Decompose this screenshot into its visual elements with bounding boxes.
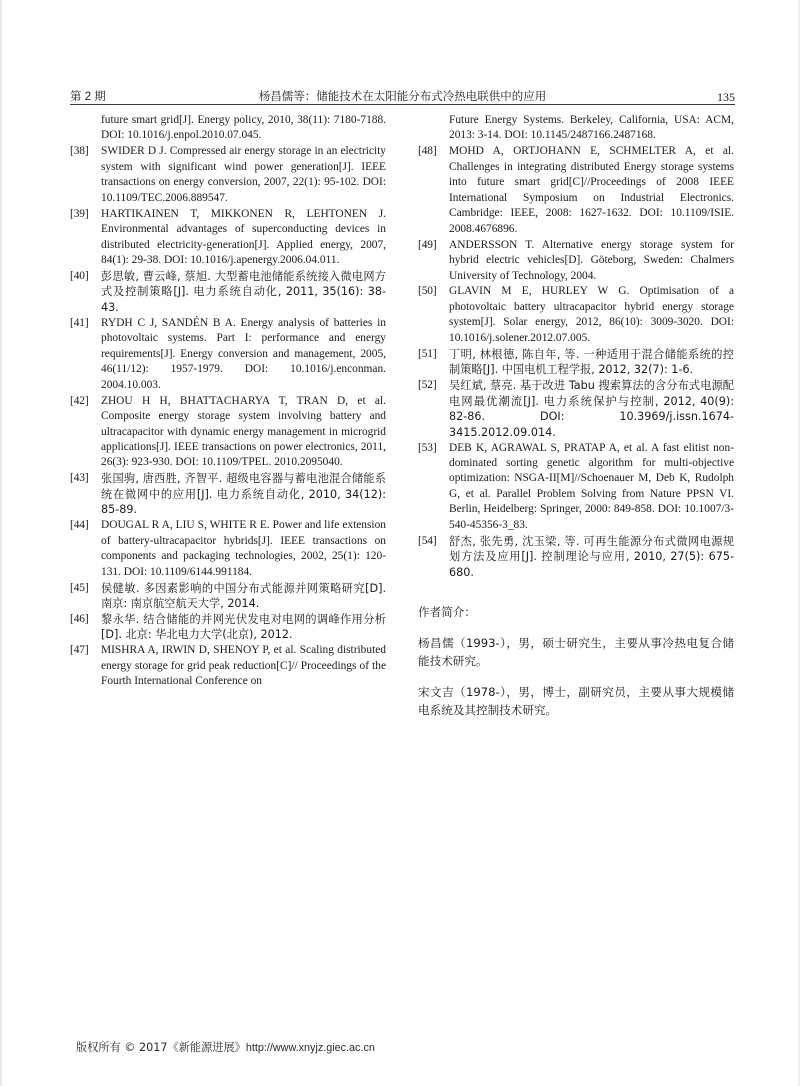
footer-copyright-text: 版权所有 © 2017《新能源进展》 — [76, 1041, 246, 1054]
reference-entry-continued — [418, 113, 734, 144]
reference-entry-52 — [418, 378, 734, 440]
header-divider — [70, 104, 735, 105]
reference-entry-43 — [70, 471, 386, 517]
reference-text: 黎永华. 结合储能的并网光伏发电对电网的调峰作用分析[D]. 北京: 华北电力大学(北京), 2012. — [101, 613, 386, 642]
reference-entry-44 — [70, 518, 386, 580]
right-column — [418, 113, 734, 719]
running-head-title: 杨昌儒等：储能技术在太阳能分布式冷热电联供中的应用 — [258, 91, 547, 103]
reference-entry-49 — [418, 238, 734, 284]
reference-columns — [70, 113, 735, 719]
reference-text: Future Energy Systems. Berkeley, California, USA: ACM, 2013: 3-14. DOI: 10.1145/2487166.2487168. — [449, 114, 734, 142]
reference-text: RYDH C J, SANDÉN B A. Energy analysis of batteries in photovoltaic systems. Part I: performance and energy requirements[J]. Energy conversion and management, 2005, 46(11/12): 1957-1979. DOI: 10.1016/j.enconman. 2004.10.003. — [101, 316, 386, 391]
footer-copyright — [76, 1040, 375, 1056]
reference-number: [47] — [70, 644, 89, 657]
reference-text: HARTIKAINEN T, MIKKONEN R, LEHTONEN J. Environmental advantages of superconducting devices in distributed electricity-generation[J]. Applied energy, 2007, 84(1): 29-38. DOI: 10.1016/j.apenergy.2006.04.011. — [101, 207, 386, 267]
reference-number: [51] — [418, 347, 437, 360]
reference-entry-41 — [70, 316, 386, 393]
reference-text: 张国驹, 唐西胜, 齐智平. 超级电容器与蓄电池混合储能系统在微网中的应用[J]. 电力系统自动化, 2010, 34(12): 85-89. — [101, 472, 386, 517]
reference-entry-51 — [418, 347, 734, 378]
author-bio-heading: 作者简介： — [418, 605, 476, 620]
running-head — [70, 83, 735, 104]
author-bio-1: 杨昌儒（1993-），男，硕士研究生，主要从事冷热电复合储能技术研究。 — [418, 636, 734, 668]
reference-entry-50 — [418, 284, 734, 346]
reference-number: [44] — [70, 519, 89, 532]
reference-text: ZHOU H H, BHATTACHARYA T, TRAN D, et al. Composite energy storage system involving battery and ultracapacitor with dynamic energy management in microgrid applications[J]. IEEE transactions on power electronics, 2011, 26(3): 923-930. DOI: 10.1109/TPEL. 2010.2095040. — [101, 394, 386, 469]
reference-text: GLAVIN M E, HURLEY W G. Optimisation of a photovoltaic battery ultracapacitor hybrid energy storage system[J]. Solar energy, 2012, 86(10): 3009-3020. DOI: 10.1016/j.solener.2012.07.005. — [449, 285, 734, 344]
reference-text: 侯健敏. 多因素影响的中国分布式能源并网策略研究[D]. 南京: 南京航空航天大学, 2014. — [101, 581, 386, 611]
reference-number: [41] — [70, 316, 89, 329]
reference-number: [43] — [70, 472, 89, 485]
reference-entry-47 — [70, 643, 386, 689]
reference-text: 吴红斌, 蔡亮. 基于改进 Tabu 搜索算法的含分布式电源配电网最优潮流[J]. 电力系统保护与控制, 2012, 40(9): 82-86. DOI: 10.3969/j.issn.1674-3415.2012.09.014. — [449, 379, 734, 439]
reference-entry-42 — [70, 394, 386, 471]
reference-text: 丁明, 林根德, 陈自年, 等. 一种适用于混合储能系统的控制策略[J]. 中国电机工程学报, 2012, 32(7): 1-6. — [449, 347, 734, 377]
reference-entry-continued — [70, 113, 386, 144]
reference-number: [40] — [70, 270, 89, 283]
reference-number: [53] — [418, 441, 437, 454]
reference-text: MOHD A, ORTJOHANN E, SCHMELTER A, et al. Challenges in integrating distributed Energy storage systems into future smart grid[C]//Proceedings of 2008 IEEE International Symposium on Industrial Electronics. Cambridge: IEEE, 2008: 1627-1632. DOI: 10.1109/ISIE. 2008.4676896. — [449, 145, 734, 235]
left-column — [70, 113, 386, 719]
reference-entry-45 — [70, 581, 386, 612]
reference-text: future smart grid[J]. Energy policy, 2010, 38(11): 7180-7188. DOI: 10.1016/j.enpol.2010.07.045. — [101, 114, 386, 142]
reference-number: [38] — [70, 145, 89, 158]
reference-number: [50] — [418, 285, 437, 298]
reference-text: 彭思敏, 曹云峰, 蔡旭. 大型蓄电池储能系统接入微电网方式及控制策略[J]. 电力系统自动化, 2011, 35(16): 38-43. — [101, 270, 386, 314]
reference-number: [48] — [418, 145, 437, 158]
reference-entry-54 — [418, 534, 734, 580]
reference-entry-46 — [70, 612, 386, 643]
reference-text: DOUGAL R A, LIU S, WHITE R E. Power and life extension of battery-ultracapacitor hybrids[J]. IEEE transactions on components and packaging technologies, 2002, 25(1): 120-131. DOI: 10.1109/6144.991184. — [101, 519, 386, 578]
reference-number: [52] — [418, 379, 437, 392]
reference-text: ANDERSSON T. Alternative energy storage system for hybrid electric vehicles[D]. Göteborg, Sweden: Chalmers University of Technology, 2004. — [449, 238, 734, 282]
reference-entry-53 — [418, 441, 734, 534]
running-head-issue: 第 2 期 — [70, 91, 106, 103]
reference-text: MISHRA A, IRWIN D, SHENOY P, et al. Scaling distributed energy storage for grid peak reduction[C]// Proceedings of the Fourth International Conference on — [101, 644, 386, 688]
reference-text: 舒杰, 张先勇, 沈玉梁, 等. 可再生能源分布式微网电源规划方法及应用[J]. 控制理论与应用, 2010, 27(5): 675-680. — [449, 534, 734, 579]
reference-number: [54] — [418, 534, 437, 547]
reference-entry-40 — [70, 269, 386, 315]
reference-entry-39 — [70, 207, 386, 269]
author-bio-2: 宋文吉（1978-），男，博士，副研究员，主要从事大规模储电系统及其控制技术研究。 — [418, 685, 734, 717]
reference-number: [46] — [70, 613, 89, 625]
page-number: 135 — [717, 90, 735, 104]
footer-url: http://www.xnyjz.giec.ac.cn — [245, 1042, 375, 1054]
reference-entry-38 — [70, 144, 386, 206]
reference-entry-48 — [418, 144, 734, 237]
reference-text: SWIDER D J. Compressed air energy storage in an electricity system with significant wind power generation[J]. IEEE transactions on energy conversion, 2007, 22(1): 95-102. DOI: 10.1109/TEC.2006.889547. — [101, 145, 386, 204]
reference-number: [39] — [70, 207, 89, 220]
reference-number: [45] — [70, 581, 89, 594]
reference-number: [42] — [70, 394, 89, 407]
reference-number: [49] — [418, 238, 437, 251]
reference-text: DEB K, AGRAWAL S, PRATAP A, et al. A fast elitist non-dominated sorting genetic algorithm for multi-objective optimization: NSGA-II[M]//Schoenauer M, Deb K, Rudolph G, et al. Parallel Problem Solving from Nature PPSN VI. Berlin, Heidelberg: Springer, 2000: 849-858. DOI: 10.1007/3-540-45356-3_83. — [449, 441, 734, 531]
